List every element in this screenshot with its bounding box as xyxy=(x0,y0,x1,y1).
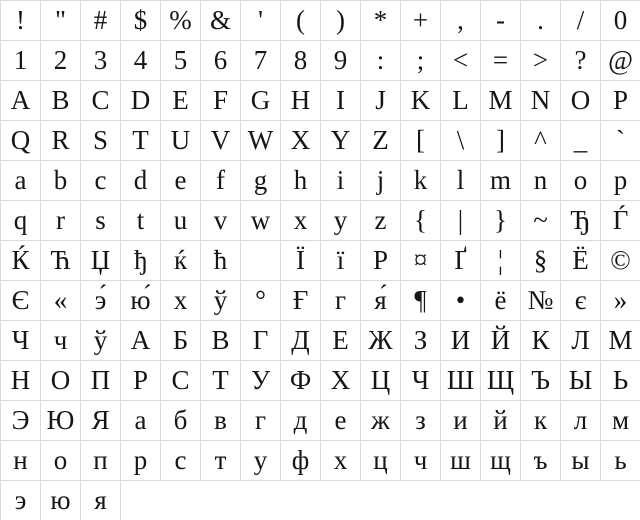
glyph-cell[interactable]: Ъ xyxy=(521,361,561,401)
glyph-cell[interactable]: | xyxy=(441,201,481,241)
glyph-cell[interactable]: « xyxy=(41,281,81,321)
glyph-cell[interactable]: Т xyxy=(201,361,241,401)
glyph-cell[interactable]: ї xyxy=(321,241,361,281)
glyph-cell[interactable]: о xyxy=(41,441,81,481)
glyph-cell[interactable]: { xyxy=(401,201,441,241)
glyph-cell[interactable]: ? xyxy=(561,41,601,81)
glyph-cell[interactable]: Г xyxy=(241,321,281,361)
glyph-cell[interactable]: v xyxy=(201,201,241,241)
glyph-cell[interactable]: * xyxy=(361,1,401,41)
glyph-cell[interactable]: Х xyxy=(321,361,361,401)
glyph-cell[interactable]: Ю xyxy=(41,401,81,441)
glyph-cell[interactable]: е xyxy=(321,401,361,441)
glyph-cell[interactable]: g xyxy=(241,161,281,201)
glyph-cell[interactable]: ў xyxy=(201,281,241,321)
glyph-cell[interactable]: Ћ xyxy=(41,241,81,281)
glyph-cell[interactable]: Ц xyxy=(361,361,401,401)
glyph-cell[interactable]: Q xyxy=(1,121,41,161)
glyph-cell[interactable]: д xyxy=(281,401,321,441)
glyph-cell[interactable]: ~ xyxy=(521,201,561,241)
glyph-cell[interactable]: э xyxy=(1,481,41,520)
glyph-cell[interactable]: ъ xyxy=(521,441,561,481)
glyph-cell[interactable]: [ xyxy=(401,121,441,161)
glyph-cell[interactable]: Н xyxy=(1,361,41,401)
glyph-cell[interactable]: ћ xyxy=(201,241,241,281)
glyph-cell[interactable]: Ђ xyxy=(561,201,601,241)
glyph-cell[interactable]: E xyxy=(161,81,201,121)
glyph-cell[interactable]: : xyxy=(361,41,401,81)
glyph-cell[interactable]: А xyxy=(121,321,161,361)
glyph-cell[interactable]: A xyxy=(1,81,41,121)
glyph-cell[interactable]: k xyxy=(401,161,441,201)
glyph-cell[interactable]: } xyxy=(481,201,521,241)
glyph-cell[interactable]: л xyxy=(561,401,601,441)
glyph-cell[interactable]: T xyxy=(121,121,161,161)
glyph-cell[interactable]: Д xyxy=(281,321,321,361)
glyph-cell[interactable]: C xyxy=(81,81,121,121)
glyph-cell[interactable]: э́ xyxy=(81,281,121,321)
glyph-cell[interactable]: h xyxy=(281,161,321,201)
glyph-cell[interactable]: й xyxy=(481,401,521,441)
glyph-cell[interactable]: Є xyxy=(1,281,41,321)
glyph-cell[interactable]: $ xyxy=(121,1,161,41)
glyph-cell[interactable]: x xyxy=(281,201,321,241)
glyph-cell[interactable]: ¤ xyxy=(401,241,441,281)
glyph-cell[interactable]: п xyxy=(81,441,121,481)
glyph-cell[interactable]: т xyxy=(201,441,241,481)
glyph-cell[interactable]: u xyxy=(161,201,201,241)
glyph-cell[interactable]: Р xyxy=(361,241,401,281)
glyph-cell[interactable]: Џ xyxy=(81,241,121,281)
glyph-cell[interactable] xyxy=(241,241,281,281)
glyph-cell[interactable]: Ч xyxy=(401,361,441,401)
glyph-cell[interactable]: Ё xyxy=(561,241,601,281)
glyph-cell[interactable]: U xyxy=(161,121,201,161)
glyph-cell[interactable]: D xyxy=(121,81,161,121)
glyph-cell[interactable]: ў xyxy=(81,321,121,361)
glyph-cell[interactable]: f xyxy=(201,161,241,201)
glyph-cell[interactable]: ќ xyxy=(161,241,201,281)
glyph-cell[interactable]: • xyxy=(441,281,481,321)
glyph-cell[interactable]: Й xyxy=(481,321,521,361)
glyph-cell[interactable]: y xyxy=(321,201,361,241)
glyph-cell[interactable]: e xyxy=(161,161,201,201)
glyph-cell[interactable]: N xyxy=(521,81,561,121)
glyph-cell[interactable]: 1 xyxy=(1,41,41,81)
glyph-cell[interactable]: V xyxy=(201,121,241,161)
glyph-cell[interactable]: J xyxy=(361,81,401,121)
glyph-cell[interactable]: ° xyxy=(241,281,281,321)
glyph-cell[interactable]: I xyxy=(321,81,361,121)
glyph-cell[interactable]: d xyxy=(121,161,161,201)
glyph-cell[interactable]: 7 xyxy=(241,41,281,81)
glyph-cell[interactable]: q xyxy=(1,201,41,241)
glyph-cell[interactable]: a xyxy=(1,161,41,201)
glyph-cell[interactable]: Ї xyxy=(281,241,321,281)
glyph-cell[interactable]: у xyxy=(241,441,281,481)
glyph-cell[interactable]: Ы xyxy=(561,361,601,401)
glyph-cell[interactable]: ) xyxy=(321,1,361,41)
glyph-cell[interactable]: И xyxy=(441,321,481,361)
glyph-cell[interactable]: _ xyxy=(561,121,601,161)
glyph-cell[interactable]: R xyxy=(41,121,81,161)
glyph-cell[interactable]: Ч xyxy=(1,321,41,361)
glyph-cell[interactable]: ¶ xyxy=(401,281,441,321)
glyph-cell[interactable]: W xyxy=(241,121,281,161)
glyph-cell[interactable]: ю xyxy=(41,481,81,520)
glyph-cell[interactable]: Л xyxy=(561,321,601,361)
glyph-cell[interactable]: я́ xyxy=(361,281,401,321)
glyph-cell[interactable]: Ж xyxy=(361,321,401,361)
glyph-cell[interactable]: Б xyxy=(161,321,201,361)
glyph-cell[interactable]: K xyxy=(401,81,441,121)
glyph-cell[interactable]: \ xyxy=(441,121,481,161)
glyph-cell[interactable]: Ш xyxy=(441,361,481,401)
glyph-cell[interactable]: O xyxy=(561,81,601,121)
glyph-cell[interactable]: 9 xyxy=(321,41,361,81)
glyph-cell[interactable]: г xyxy=(321,281,361,321)
glyph-cell[interactable]: . xyxy=(521,1,561,41)
glyph-cell[interactable]: t xyxy=(121,201,161,241)
glyph-cell[interactable]: M xyxy=(481,81,521,121)
glyph-cell[interactable]: В xyxy=(201,321,241,361)
glyph-cell[interactable]: к xyxy=(521,401,561,441)
glyph-cell[interactable]: ` xyxy=(601,121,640,161)
glyph-cell[interactable]: Щ xyxy=(481,361,521,401)
glyph-cell[interactable]: я xyxy=(81,481,121,520)
glyph-cell[interactable]: з xyxy=(401,401,441,441)
glyph-cell[interactable]: Ѓ xyxy=(601,201,640,241)
glyph-cell[interactable]: ; xyxy=(401,41,441,81)
glyph-cell[interactable]: х xyxy=(321,441,361,481)
glyph-cell[interactable]: ь xyxy=(601,441,640,481)
glyph-cell[interactable]: L xyxy=(441,81,481,121)
glyph-cell[interactable]: ы xyxy=(561,441,601,481)
glyph-cell[interactable]: б xyxy=(161,401,201,441)
glyph-cell[interactable]: Ф xyxy=(281,361,321,401)
glyph-cell[interactable]: = xyxy=(481,41,521,81)
glyph-cell[interactable]: П xyxy=(81,361,121,401)
glyph-cell[interactable]: c xyxy=(81,161,121,201)
glyph-cell[interactable]: , xyxy=(441,1,481,41)
glyph-cell[interactable]: ] xyxy=(481,121,521,161)
glyph-cell[interactable]: & xyxy=(201,1,241,41)
glyph-cell[interactable]: в xyxy=(201,401,241,441)
glyph-cell[interactable]: l xyxy=(441,161,481,201)
glyph-cell[interactable]: ( xyxy=(281,1,321,41)
glyph-cell[interactable]: § xyxy=(521,241,561,281)
glyph-cell[interactable]: с xyxy=(161,441,201,481)
glyph-cell[interactable]: © xyxy=(601,241,640,281)
glyph-cell[interactable]: j xyxy=(361,161,401,201)
glyph-cell[interactable]: 0 xyxy=(601,1,640,41)
glyph-cell[interactable]: S xyxy=(81,121,121,161)
glyph-cell[interactable]: О xyxy=(41,361,81,401)
glyph-cell[interactable]: 3 xyxy=(81,41,121,81)
glyph-cell[interactable]: m xyxy=(481,161,521,201)
glyph-cell[interactable]: n xyxy=(521,161,561,201)
glyph-cell[interactable]: м xyxy=(601,401,640,441)
glyph-cell[interactable]: Я xyxy=(81,401,121,441)
glyph-cell[interactable]: щ xyxy=(481,441,521,481)
glyph-cell[interactable]: / xyxy=(561,1,601,41)
glyph-cell[interactable]: ¦ xyxy=(481,241,521,281)
glyph-cell[interactable]: - xyxy=(481,1,521,41)
glyph-cell[interactable]: Р xyxy=(121,361,161,401)
glyph-cell[interactable]: P xyxy=(601,81,640,121)
glyph-cell[interactable]: 2 xyxy=(41,41,81,81)
glyph-cell[interactable]: 5 xyxy=(161,41,201,81)
glyph-cell[interactable]: н xyxy=(1,441,41,481)
glyph-cell[interactable]: H xyxy=(281,81,321,121)
glyph-cell[interactable]: З xyxy=(401,321,441,361)
glyph-cell[interactable]: ^ xyxy=(521,121,561,161)
glyph-cell[interactable]: 4 xyxy=(121,41,161,81)
glyph-cell[interactable]: X xyxy=(281,121,321,161)
glyph-cell[interactable]: > xyxy=(521,41,561,81)
glyph-cell[interactable]: B xyxy=(41,81,81,121)
glyph-cell[interactable]: У xyxy=(241,361,281,401)
glyph-cell[interactable]: Y xyxy=(321,121,361,161)
glyph-cell[interactable]: ё xyxy=(481,281,521,321)
glyph-cell[interactable]: < xyxy=(441,41,481,81)
glyph-cell[interactable]: @ xyxy=(601,41,640,81)
glyph-cell[interactable]: ж xyxy=(361,401,401,441)
glyph-cell[interactable]: Е xyxy=(321,321,361,361)
glyph-cell[interactable]: b xyxy=(41,161,81,201)
glyph-cell[interactable]: Ќ xyxy=(1,241,41,281)
glyph-cell[interactable]: » xyxy=(601,281,640,321)
glyph-cell[interactable]: s xyxy=(81,201,121,241)
glyph-cell[interactable]: ю́ xyxy=(121,281,161,321)
glyph-cell[interactable]: № xyxy=(521,281,561,321)
glyph-cell[interactable]: + xyxy=(401,1,441,41)
glyph-cell[interactable]: и xyxy=(441,401,481,441)
glyph-cell[interactable]: г xyxy=(241,401,281,441)
glyph-cell[interactable]: r xyxy=(41,201,81,241)
glyph-cell[interactable]: F xyxy=(201,81,241,121)
glyph-cell[interactable]: Ь xyxy=(601,361,640,401)
glyph-cell[interactable]: p xyxy=(601,161,640,201)
glyph-cell[interactable]: М xyxy=(601,321,640,361)
glyph-cell[interactable]: Э xyxy=(1,401,41,441)
glyph-cell[interactable]: Ғ xyxy=(281,281,321,321)
glyph-cell[interactable]: ф xyxy=(281,441,321,481)
glyph-cell[interactable]: ш xyxy=(441,441,481,481)
glyph-cell[interactable]: o xyxy=(561,161,601,201)
glyph-cell[interactable]: р xyxy=(121,441,161,481)
glyph-cell[interactable]: ч xyxy=(401,441,441,481)
glyph-cell[interactable]: w xyxy=(241,201,281,241)
glyph-cell[interactable]: ' xyxy=(241,1,281,41)
glyph-cell[interactable]: # xyxy=(81,1,121,41)
glyph-cell[interactable]: х xyxy=(161,281,201,321)
glyph-cell[interactable]: К xyxy=(521,321,561,361)
glyph-cell[interactable]: а xyxy=(121,401,161,441)
glyph-cell[interactable]: Ґ xyxy=(441,241,481,281)
glyph-cell[interactable]: z xyxy=(361,201,401,241)
glyph-cell[interactable]: є xyxy=(561,281,601,321)
glyph-cell[interactable]: ч xyxy=(41,321,81,361)
glyph-cell[interactable]: ђ xyxy=(121,241,161,281)
glyph-cell[interactable]: 6 xyxy=(201,41,241,81)
glyph-cell[interactable]: 8 xyxy=(281,41,321,81)
glyph-cell[interactable]: i xyxy=(321,161,361,201)
glyph-cell[interactable]: С xyxy=(161,361,201,401)
glyph-cell[interactable]: Z xyxy=(361,121,401,161)
glyph-cell[interactable]: ! xyxy=(1,1,41,41)
glyph-cell[interactable]: % xyxy=(161,1,201,41)
glyph-cell[interactable]: ц xyxy=(361,441,401,481)
glyph-cell[interactable]: " xyxy=(41,1,81,41)
glyph-cell[interactable]: G xyxy=(241,81,281,121)
